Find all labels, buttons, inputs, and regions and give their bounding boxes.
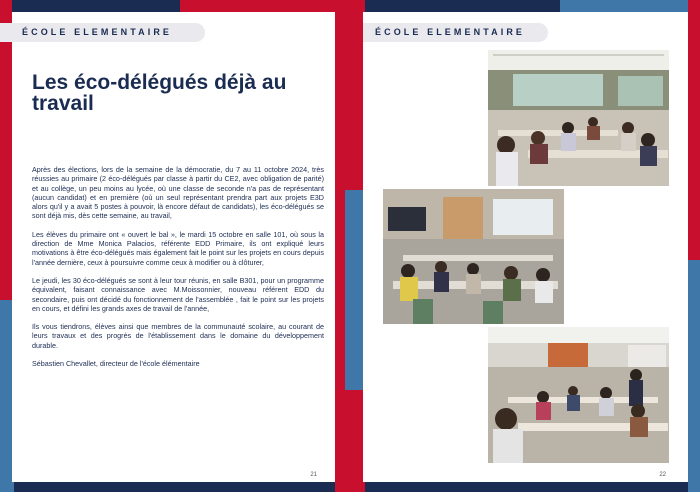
decor-stripe-blue-top <box>560 0 700 12</box>
page-right <box>363 12 688 482</box>
paragraph: Les élèves du primaire ont « ouvert le bal », le mardi 15 octobre en salle 101, où sous la direction de Mme Monica Palacios, référente EDD Primaire, ils ont expliqué leurs motivations à être éco-délégués mais également fait le point sur les projets en cours depuis l'année dernière, ceux à poursuivre comme ceux à modifier ou à clôturer, <box>32 229 324 267</box>
decor-stripe-blue-middle <box>345 190 363 390</box>
author-signature: Sébastien Chevallet, directeur de l'école élémentaire <box>32 359 200 369</box>
section-header: ÉCOLE ELEMENTAIRE <box>363 23 548 42</box>
paragraph: Ils vous tiendrons, élèves ainsi que membres de la communauté scolaire, au courant de leurs travaux et des progrès de l'établissement dans le domaine du développement durable. <box>32 322 324 350</box>
classroom-photo-2 <box>383 189 564 324</box>
decor-stripe-red-right <box>688 0 700 260</box>
classroom-photo-3 <box>488 327 669 463</box>
classroom-photo-1 <box>488 50 669 186</box>
section-header: ÉCOLE ELEMENTAIRE <box>0 23 205 42</box>
paragraph: Le jeudi, les 30 éco-délégués se sont à leur tour réunis, en salle B301, pour un programme équivalent, faisant connaissance avec M.Moissonnier, nouveau référent EDD du secondaire, puis ont décidé du fonctionnement de l'assemblée , fait le point sur les projets en cours, et défini les grands axes de travail de l'année, <box>32 275 324 313</box>
page-left <box>12 12 335 482</box>
page-number: 22 <box>659 472 666 478</box>
page-number: 21 <box>310 472 317 478</box>
article-title: Les éco-délégués déjà au travail <box>32 71 287 115</box>
decor-stripe-blue-right <box>688 260 700 492</box>
article-body <box>32 165 324 377</box>
decor-stripe-red-top <box>180 0 350 12</box>
paragraph: Après des élections, lors de la semaine de la démocratie, du 7 au 11 octobre 2024, très réussies au primaire (2 éco-délégués par classe à partir du CE2, avec obligation de parité) et au collège, un peu moins au lycée, où une classe de seconde n'a pas de représentant (aucun candidat) et en première (où un seul représentant prendra part aux projets E3D alors qu'il y a avait 5 postes à pouvoir, là encore défaut de candidats), les éco-délégués se sont déjà mis, dès cette semaine, au travail, <box>32 165 324 221</box>
